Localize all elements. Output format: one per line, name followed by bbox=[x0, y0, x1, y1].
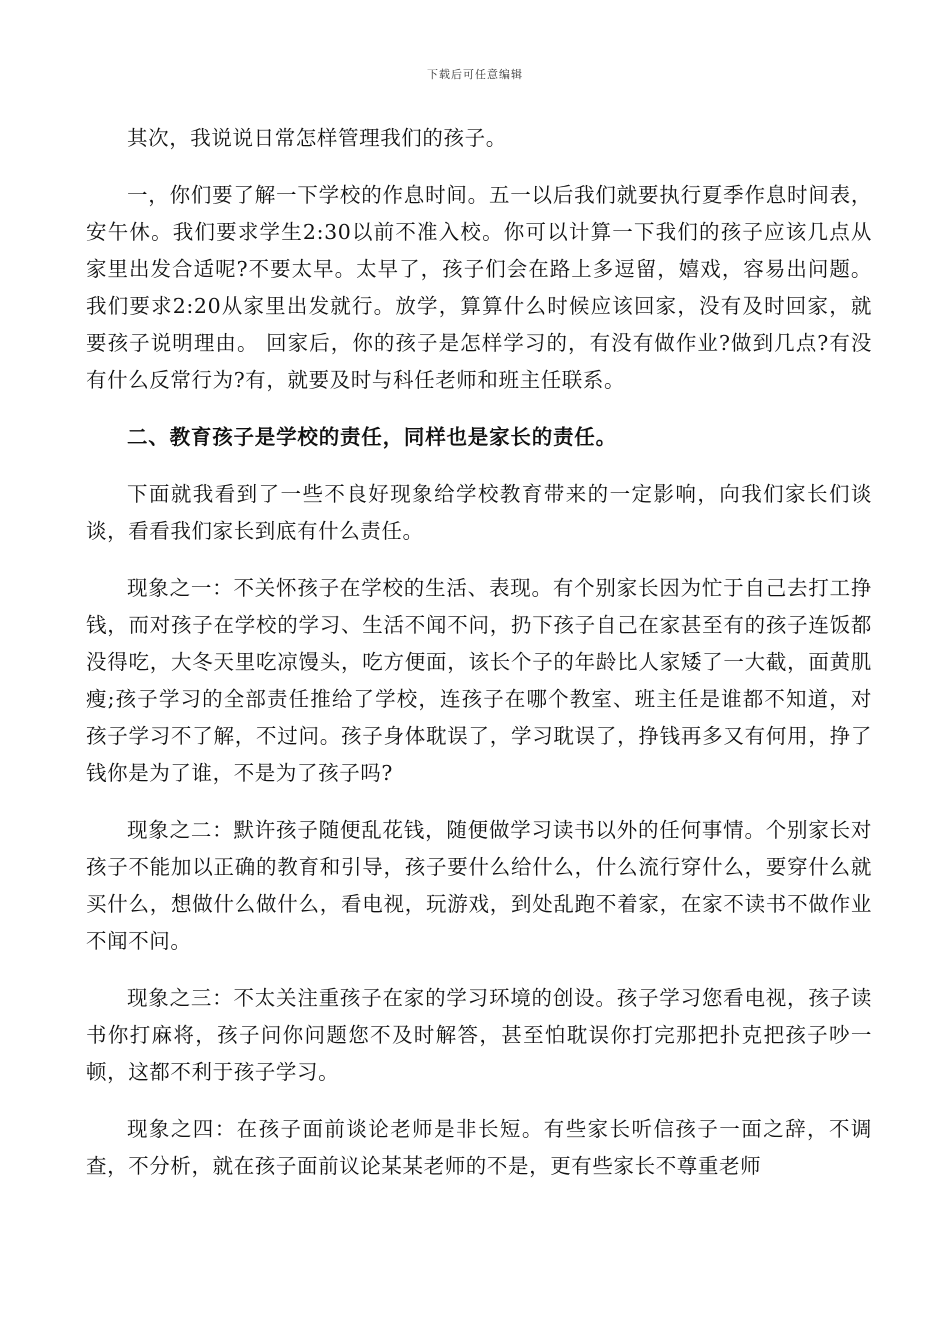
paragraph-phenomenon-one: 现象之一：不关怀孩子在学校的生活、表现。有个别家长因为忙于自己去打工挣钱，而对孩子在学校的学习、生活不闻不问，扔下孩子自己在家甚至有的孩子连饭都没得吃，大冬天里吃凉馒头，吃方便面，该长个子的年龄比人家矮了一大截，面黄肌瘦;孩子学习的全部责任推给了学校，连孩子在哪个教室、班主任是谁都不知道，对孩子学习不了解，不过问。孩子身体耽误了，学习耽误了，挣钱再多又有何用，挣了钱你是为了谁，不是为了孩子吗? bbox=[86, 576, 872, 785]
paragraph-phenomenon-two: 现象之二：默许孩子随便乱花钱，随便做学习读书以外的任何事情。个别家长对孩子不能加以正确的教育和引导，孩子要什么给什么，什么流行穿什么，要穿什么就买什么，想做什么做什么，看电视，玩游戏，到处乱跑不着家，在家不读书不做作业不闻不问。 bbox=[86, 818, 872, 953]
section-heading-two: 二、教育孩子是学校的责任，同样也是家长的责任。 bbox=[127, 425, 617, 449]
document-body bbox=[86, 120, 872, 1185]
paragraph-phenomenon-four: 现象之四：在孩子面前谈论老师是非长短。有些家长听信孩子一面之辞，不调查，不分析，就在孩子面前议论某某老师的不是，更有些家长不尊重老师 bbox=[86, 1117, 872, 1178]
paragraph-phenomena-intro: 下面就我看到了一些不良好现象给学校教育带来的一定影响，向我们家长们谈谈，看看我们家长到底有什么责任。 bbox=[86, 482, 872, 543]
header-note: 下载后可任意编辑 bbox=[427, 68, 523, 81]
paragraph-phenomenon-three: 现象之三：不太关注重孩子在家的学习环境的创设。孩子学习您看电视，孩子读书你打麻将，孩子问你问题您不及时解答，甚至怕耽误你打完那把扑克把孩子吵一顿，这都不利于孩子学习。 bbox=[86, 986, 872, 1084]
paragraph-intro: 其次，我说说日常怎样管理我们的孩子。 bbox=[127, 126, 507, 150]
paragraph-point-one: 一，你们要了解一下学校的作息时间。五一以后我们就要执行夏季作息时间表，安午休。我们要求学生2:30以前不准入校。你可以计算一下我们的孩子应该几点从家里出发合适呢?不要太早。太早了，孩子们会在路上多逗留，嬉戏，容易出问题。我们要求2:20从家里出发就行。放学，算算什么时候应该回家，没有及时回家，就要孩子说明理由。 回家后，你的孩子是怎样学习的，有没有做作业?做到几点?有没有什么反常行为?有，就要及时与科任老师和班主任联系。 bbox=[86, 183, 872, 392]
